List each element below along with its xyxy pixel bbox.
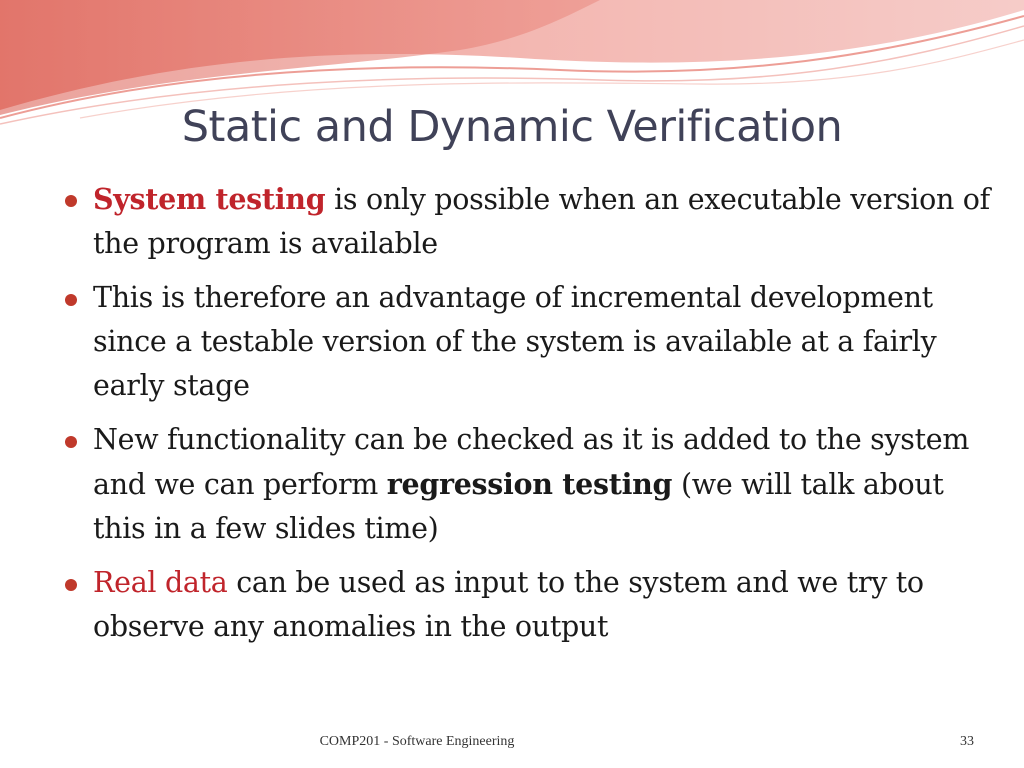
- bullet-list: [62, 177, 997, 659]
- bullet-dot-icon: [65, 195, 77, 207]
- highlight-term: Real data: [93, 566, 228, 599]
- footer-course-label: COMP201 - Software Engineering: [319, 734, 515, 749]
- bullet-dot-icon: [65, 294, 77, 306]
- slide-title: Static and Dynamic Verification: [181, 102, 843, 152]
- bullet-text: can be used as input to the system and we try to observe any anomalies in the output: [93, 566, 924, 643]
- bullet-text: This is therefore an advantage of incremental development since a testable version of the system is available at a fairly early stage: [93, 281, 937, 402]
- bullet-item-incremental-development: [62, 276, 997, 408]
- bullet-item-regression-testing: [62, 418, 997, 551]
- bullet-dot-icon: [65, 436, 77, 448]
- bullet-item-system-testing: [62, 177, 997, 266]
- bullet-dot-icon: [65, 579, 77, 591]
- page-number: 33: [960, 734, 974, 749]
- bullet-text: is only possible when an executable version of the program is available: [93, 183, 990, 260]
- highlight-term: System testing: [93, 182, 326, 216]
- bullet-item-real-data: [62, 561, 997, 649]
- bullet-text-before: New functionality can be checked as it is added to the system and we can perform: [93, 423, 970, 501]
- bullet-text-after: (we will talk about this in a few slides time): [93, 468, 944, 545]
- bold-term: regression testing: [386, 467, 673, 501]
